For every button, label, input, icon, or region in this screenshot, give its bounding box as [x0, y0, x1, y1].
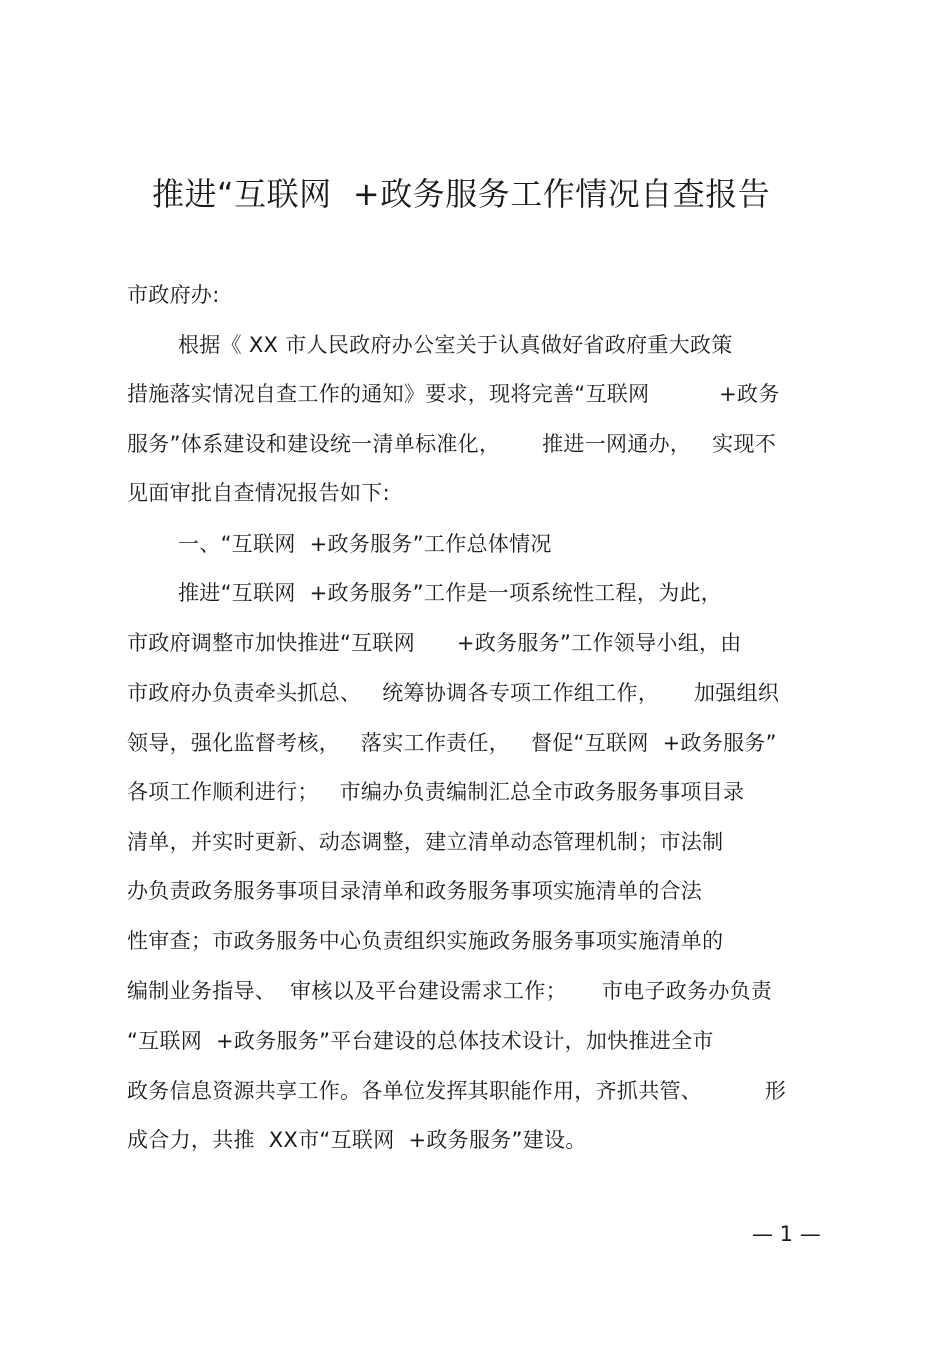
- paragraph-line: 政务信息资源共享工作。各单位发挥其职能作用，齐抓共管、 形: [127, 1079, 787, 1103]
- paragraph-line: 市政府调整市加快推进“互联网 +政务服务”工作领导小组，由: [127, 631, 742, 655]
- paragraph-line: 领导，强化监督考核， 落实工作责任， 督促“互联网 +政务服务”: [127, 731, 777, 755]
- paragraph-line: 见面审批自查情况报告如下:: [127, 481, 390, 505]
- paragraph-line: 办负责政务服务事项目录清单和政务服务事项实施清单的合法: [127, 879, 703, 903]
- paragraph-line: 编制业务指导、 审核以及平台建设需求工作； 市电子政务办负责: [127, 979, 773, 1003]
- paragraph-line: 措施落实情况自查工作的通知》要求，现将完善“互联网 +政务: [127, 382, 780, 406]
- paragraph-line: 性审查；市政务服务中心负责组织实施政务服务事项实施清单的: [127, 929, 724, 953]
- document-title: 推进“互联网 +政务服务工作情况自查报告: [152, 175, 771, 213]
- paragraph-line: 根据《 XX 市人民政府办公室关于认真做好省政府重大政策: [178, 333, 733, 357]
- paragraph-line: “互联网 +政务服务”平台建设的总体技术设计，加快推进全市: [127, 1029, 714, 1053]
- section-heading: 一、“互联网 +政务服务”工作总体情况: [178, 532, 552, 556]
- page-number: — 1 —: [752, 1222, 821, 1246]
- paragraph-line: 服务”体系建设和建设统一清单标准化， 推进一网通办， 实现不: [127, 432, 777, 456]
- paragraph-line: 市政府办负责牵头抓总、 统筹协调各专项工作组工作， 加强组织: [127, 681, 780, 705]
- salutation: 市政府办:: [127, 283, 220, 307]
- paragraph-line: 推进“互联网 +政务服务”工作是一项系统性工程，为此，: [178, 581, 723, 605]
- paragraph-line: 各项工作顺利进行； 市编办负责编制汇总全市政务服务事项目录: [127, 780, 745, 804]
- paragraph-line: 成合力，共推 XX市“互联网 +政务服务”建设。: [127, 1128, 587, 1152]
- paragraph-line: 清单，并实时更新、动态调整，建立清单动态管理机制；市法制: [127, 830, 724, 854]
